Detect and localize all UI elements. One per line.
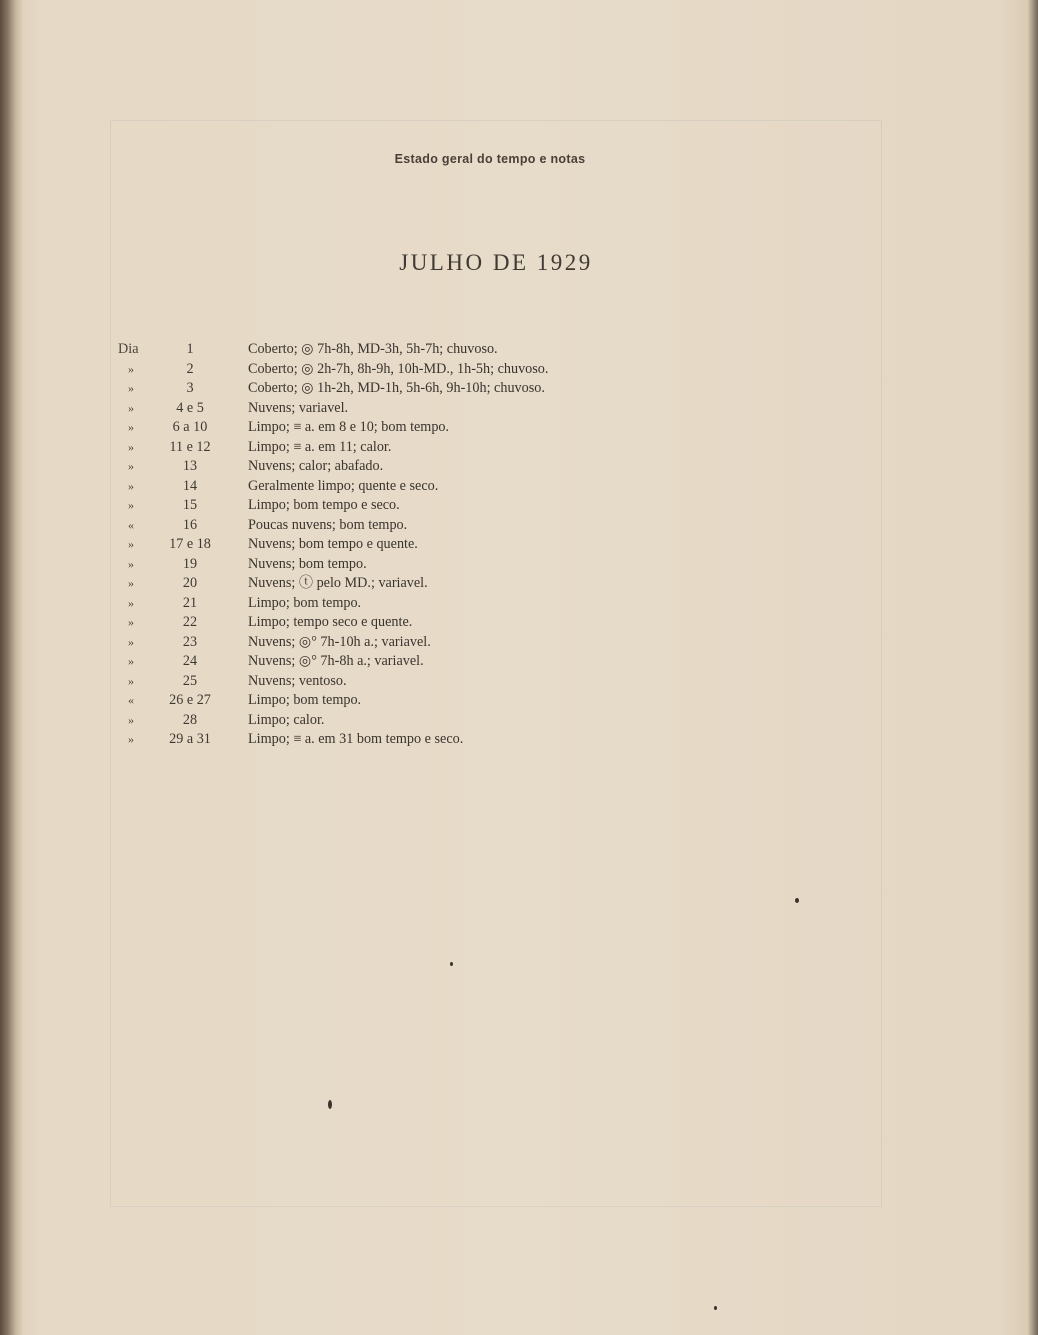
entry-day: 6 a 10 [172, 419, 208, 435]
entry-mark: » [128, 556, 134, 571]
entry-day: 24 [182, 653, 198, 669]
entry-day: 11 e 12 [169, 438, 211, 455]
entry-description: Nuvens; variavel. [248, 399, 349, 416]
entry-row [0, 379, 1038, 399]
entry-row [0, 633, 1038, 653]
entry-day: 19 [182, 555, 198, 572]
paper-speck [450, 962, 453, 966]
entry-description: Limpo; calor. [248, 711, 325, 728]
paper-speck [714, 1306, 717, 1310]
entry-mark: » [128, 576, 134, 590]
entry-description: Coberto; ◎ 7h-8h, MD-3h, 5h-7h; chuvoso. [248, 341, 498, 357]
entry-row [0, 574, 1038, 594]
entry-mark: » [128, 537, 134, 551]
entry-description: Geralmente limpo; quente e seco. [248, 477, 439, 494]
entry-mark: » [128, 673, 134, 688]
weather-entries-list [0, 340, 1038, 750]
entry-description: Coberto; ◎ 2h-7h, 8h-9h, 10h-MD., 1h-5h; chuvoso. [248, 360, 549, 377]
entry-mark: » [128, 732, 134, 746]
entry-description: Coberto; ◎ 1h-2h, MD-1h, 5h-6h, 9h-10h; chuvoso. [248, 380, 545, 396]
entry-description: Limpo; ≡ a. em 31 bom tempo e seco. [248, 731, 464, 747]
entry-mark: » [128, 615, 134, 629]
entry-mark: » [128, 400, 134, 415]
entry-description: Limpo; ≡ a. em 11; calor. [248, 438, 392, 455]
entry-row [0, 399, 1038, 419]
paper-speck [328, 1100, 332, 1109]
entry-description: Poucas nuvens; bom tempo. [248, 516, 408, 533]
entry-day: 2 [186, 360, 194, 377]
entry-row [0, 730, 1038, 750]
entry-description: Nuvens; ◎° 7h-10h a.; variavel. [248, 633, 431, 650]
entry-day: 1 [186, 341, 194, 357]
entry-mark: » [128, 595, 134, 610]
entry-day: 21 [182, 594, 198, 611]
entry-row [0, 613, 1038, 633]
entry-description: Limpo; bom tempo e seco. [248, 497, 400, 513]
entry-row [0, 477, 1038, 497]
entry-description: Limpo; ≡ a. em 8 e 10; bom tempo. [248, 419, 450, 435]
entry-row [0, 711, 1038, 731]
entry-day: 26 e 27 [169, 692, 211, 708]
entry-description: Nuvens; ⓣ pelo MD.; variavel. [248, 575, 428, 591]
entry-row [0, 418, 1038, 438]
entry-description: Limpo; bom tempo. [248, 692, 362, 708]
entry-mark: » [128, 712, 134, 727]
entry-mark: » [128, 654, 134, 668]
entry-mark: » [128, 478, 134, 493]
entry-description: Limpo; bom tempo. [248, 594, 362, 611]
entry-day: 13 [182, 458, 198, 474]
entry-mark: » [128, 439, 134, 454]
entry-description: Nuvens; ◎° 7h-8h a.; variavel. [248, 653, 424, 669]
entry-day: 20 [182, 575, 198, 591]
entry-mark: Dia [118, 341, 139, 357]
entry-mark: » [128, 459, 134, 473]
entry-row [0, 652, 1038, 672]
entry-row [0, 594, 1038, 614]
entry-row [0, 535, 1038, 555]
entry-day: 14 [182, 477, 198, 494]
entry-description: Nuvens; bom tempo. [248, 555, 367, 572]
entry-day: 3 [186, 380, 194, 396]
entry-day: 28 [182, 711, 198, 728]
entry-mark: » [128, 634, 134, 649]
entry-row [0, 516, 1038, 536]
entry-mark: « [128, 693, 134, 707]
entry-mark: » [128, 420, 134, 434]
entry-row [0, 360, 1038, 380]
entry-row [0, 672, 1038, 692]
entry-description: Nuvens; bom tempo e quente. [248, 536, 418, 552]
entry-row [0, 340, 1038, 360]
entry-row [0, 496, 1038, 516]
entry-description: Nuvens; calor; abafado. [248, 458, 384, 474]
entry-description: Limpo; tempo seco e quente. [248, 614, 413, 630]
entry-mark: » [128, 498, 134, 512]
entry-row [0, 438, 1038, 458]
entry-row [0, 691, 1038, 711]
entry-row [0, 555, 1038, 575]
paper-speck [795, 898, 799, 903]
entry-mark: » [128, 361, 134, 376]
entry-day: 15 [182, 497, 198, 513]
entry-day: 25 [182, 672, 198, 689]
running-header: Estado geral do tempo e notas [394, 152, 586, 166]
entry-day: 29 a 31 [169, 731, 211, 747]
entry-mark: « [128, 517, 134, 532]
entry-mark: » [128, 381, 134, 395]
entry-description: Nuvens; ventoso. [248, 672, 347, 689]
entry-day: 4 e 5 [176, 399, 204, 416]
entry-day: 22 [182, 614, 198, 630]
page-title: JULHO DE 1929 [399, 250, 593, 275]
entry-day: 16 [182, 516, 198, 533]
entry-day: 23 [182, 633, 198, 650]
entry-row [0, 457, 1038, 477]
entry-day: 17 e 18 [169, 536, 211, 552]
